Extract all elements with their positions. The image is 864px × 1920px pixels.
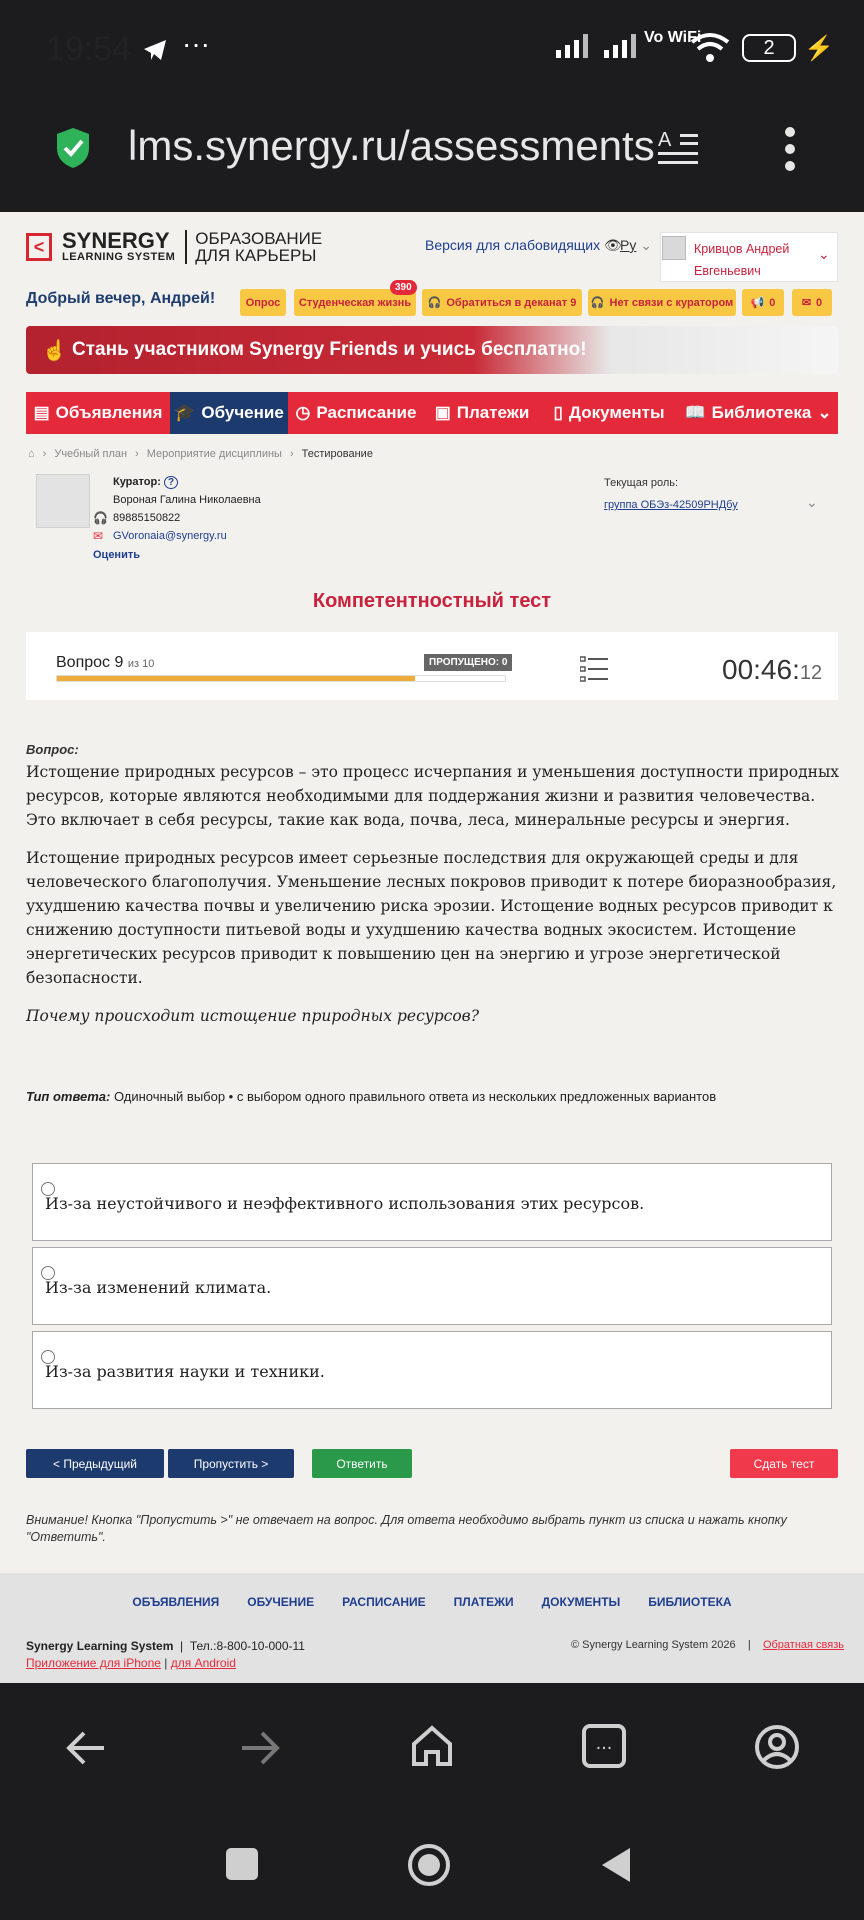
footer-link[interactable]: ПЛАТЕЖИ	[453, 1595, 514, 1609]
synergy-logo[interactable]	[26, 230, 322, 264]
breadcrumb-current: Тестирование	[301, 448, 373, 460]
language-value: Ру	[620, 237, 637, 253]
student-life-label: Студенческая жизнь	[298, 296, 412, 309]
language-select[interactable]	[620, 237, 652, 254]
curator-phone: 89885150822	[113, 512, 181, 524]
secure-shield-icon[interactable]	[54, 126, 92, 170]
answer-option-text: Из-за изменений климата.	[45, 1278, 272, 1297]
system-back-icon[interactable]	[600, 1846, 632, 1884]
mail-count: 0	[816, 296, 823, 309]
nav-documents[interactable]	[540, 392, 678, 434]
role-label: Текущая роль:	[604, 477, 679, 489]
curator-email[interactable]: GVoronaia@synergy.ru	[113, 530, 227, 542]
logo-sub: LEARNING SYSTEM	[62, 251, 176, 263]
skip-note: Внимание! Кнопка "Пропустить >" не отвечает на вопрос. Для ответа необходимо выбрать пункт из списка и нажать кнопку "Ответить".	[26, 1513, 787, 1544]
question-paragraph: Истощение природных ресурсов имеет серьезные последствия для окружающей среды и для человеческого благополучия. Уменьшение лесных покровов приводит к потере биоразнообразия, ухудшению качества почвы и увеличению риска эрозии. Истощение водных ресурсов приводит к снижению доступности питьевой воды и ухудшению качества водных экосистем. Истощение энергетических ресурсов приводит к повышению цен на энергию и угрозе энергетической безопасности.	[26, 849, 837, 987]
curator-label-text: Куратор:	[113, 476, 161, 488]
answer-option[interactable]	[32, 1331, 832, 1409]
mail-icon: ✉	[801, 297, 812, 309]
footer-link[interactable]: РАСПИСАНИЕ	[342, 1595, 426, 1609]
company-name: Synergy Learning System	[26, 1639, 174, 1653]
accessibility-link[interactable]	[425, 237, 622, 254]
footer-link[interactable]: ДОКУМЕНТЫ	[541, 1595, 621, 1609]
answer-type-value: Одиночный выбор • с выбором одного правильного ответа из нескольких предложенных вариантов	[113, 1089, 717, 1104]
avatar	[662, 236, 686, 260]
home-icon[interactable]	[410, 1724, 454, 1768]
test-title: Компетентностный тест	[312, 590, 552, 612]
question-list-icon[interactable]	[580, 655, 608, 683]
url-field[interactable]: lms.synergy.ru/assessments	[128, 122, 655, 169]
dean-chip[interactable]	[422, 289, 582, 316]
logo-tagline-2: ДЛЯ КАРЬЕРЫ	[195, 246, 317, 265]
curator-chip[interactable]	[588, 289, 736, 316]
question-text	[26, 760, 841, 1042]
megaphone-icon: 📢	[750, 297, 765, 309]
charging-icon: ⚡	[804, 35, 834, 62]
nav-learning[interactable]	[170, 392, 288, 434]
nav-label: Расписание	[316, 403, 417, 422]
timer-main: 00:46:	[722, 654, 800, 685]
role-chevron-icon[interactable]: ⌄	[806, 494, 818, 510]
skipped-badge: ПРОПУЩЕНО: 0	[424, 654, 512, 671]
question-label: Вопрос:	[26, 742, 79, 757]
curator-label	[113, 476, 178, 488]
curator-chip-label: Нет связи с куратором	[609, 296, 734, 309]
nav-schedule[interactable]	[288, 392, 424, 434]
progress-bar	[56, 675, 506, 682]
question-total: из 10	[127, 658, 155, 670]
help-icon[interactable]: ?	[164, 476, 178, 489]
greeting: Добрый вечер, Андрей!	[26, 290, 216, 307]
footer-nav	[0, 1595, 864, 1609]
wifi-icon	[690, 32, 730, 64]
user-menu-chevron-icon: ⌄	[818, 246, 830, 262]
phone-icon: 🎧	[93, 511, 108, 525]
footer-apps: Приложение для iPhone | для Android	[26, 1656, 236, 1670]
tabs-icon[interactable]: ...	[582, 1724, 626, 1768]
vowifi-indicator: Vo WiFi	[644, 29, 702, 46]
mail-icon: ✉	[93, 529, 104, 543]
question-number-label: Вопрос 9	[56, 654, 124, 671]
student-life-badge: 390	[390, 280, 417, 295]
nav-library[interactable]	[678, 392, 838, 434]
more-notifications-icon: ···	[182, 28, 210, 59]
mail-chip[interactable]	[792, 289, 832, 316]
answer-button[interactable]: Ответить	[312, 1449, 412, 1478]
reader-mode-icon[interactable]	[656, 126, 700, 170]
feedback-link[interactable]: Обратная связь	[762, 1639, 844, 1651]
answer-option[interactable]	[32, 1163, 832, 1241]
breadcrumb-item[interactable]: Учебный план	[54, 448, 128, 460]
list-icon: ▤	[33, 403, 50, 422]
graduation-cap-icon: 🎓	[174, 403, 196, 422]
ads-chip[interactable]	[742, 289, 784, 316]
breadcrumb: ⌂ › Учебный план › Мероприятие дисциплины › Тестирование	[28, 448, 373, 460]
footer-link[interactable]: БИБЛИОТЕКА	[648, 1595, 732, 1609]
document-icon: ▯	[553, 403, 563, 422]
footer-link[interactable]: ОБЪЯВЛЕНИЯ	[132, 1595, 220, 1609]
nav-label: Объявления	[55, 403, 163, 422]
hand-pointer-icon: ☝	[42, 340, 67, 362]
main-nav	[26, 392, 838, 434]
answer-type-label: Тип ответа:	[26, 1089, 111, 1104]
status-time: 19:54	[46, 30, 132, 68]
question-ask: Почему происходит истощение природных ресурсов?	[26, 1007, 480, 1025]
back-icon[interactable]	[64, 1728, 108, 1768]
headset-icon: 🎧	[427, 297, 442, 309]
ads-count: 0	[769, 296, 776, 309]
accessibility-label: Версия для слабовидящих	[425, 237, 601, 253]
skip-button[interactable]: Пропустить >	[168, 1449, 294, 1478]
nav-label: Библиотека	[711, 403, 812, 422]
telegram-icon	[142, 38, 168, 62]
answer-option-text: Из-за неустойчивого и неэффективного использования этих ресурсов.	[45, 1194, 645, 1213]
system-home-icon[interactable]	[406, 1842, 452, 1888]
signal-icon	[556, 34, 636, 58]
curator-photo	[36, 474, 90, 528]
nav-label: Обучение	[201, 403, 284, 422]
svg-text:A: A	[658, 129, 672, 151]
nav-payments[interactable]	[424, 392, 540, 434]
role-select[interactable]: группа ОБЭз-42509РНДбу	[604, 499, 738, 511]
copyright: © Synergy Learning System 2026	[571, 1639, 736, 1651]
dean-label: Обратиться в деканат 9	[446, 296, 577, 309]
chevron-down-icon: ⌄	[640, 237, 652, 253]
logo-tagline	[185, 230, 322, 264]
home-icon[interactable]: ⌂	[28, 448, 35, 460]
browser-menu-icon[interactable]	[780, 126, 800, 172]
survey-label: Опрос	[245, 296, 281, 309]
company-phone: Тел.:8-800-10-000-11	[189, 1639, 305, 1653]
iphone-app-link[interactable]: Приложение для iPhone	[26, 1656, 161, 1670]
answer-option[interactable]	[32, 1247, 832, 1325]
logo-main: SYNERGY	[62, 228, 170, 253]
timer	[722, 654, 822, 686]
forward-icon[interactable]	[238, 1728, 282, 1768]
recents-icon[interactable]	[226, 1848, 258, 1880]
progress-fill	[57, 676, 415, 681]
prev-button[interactable]: < Предыдущий	[26, 1449, 164, 1478]
book-icon: 📖	[684, 403, 706, 422]
answer-option-text: Из-за развития науки и техники.	[45, 1362, 325, 1381]
payment-icon: ▣	[434, 403, 451, 422]
curator-name: Вороная Галина Николаевна	[113, 494, 261, 506]
logo-tagline-1: ОБРАЗОВАНИЕ	[195, 229, 323, 248]
nav-label: Документы	[568, 403, 665, 422]
footer-right: © Synergy Learning System 2026 | Обратная связь	[571, 1639, 844, 1651]
timer-seconds: 12	[799, 662, 823, 684]
logo-mark-icon: <	[26, 233, 52, 261]
question-number	[56, 654, 154, 672]
android-app-link[interactable]: для Android	[170, 1656, 236, 1670]
survey-chip[interactable]	[240, 289, 286, 316]
footer-company: Synergy Learning System | Тел.:8-800-10-000-11	[26, 1639, 305, 1653]
battery-icon	[742, 34, 796, 62]
answer-type	[26, 1089, 716, 1104]
logo-text	[62, 228, 176, 263]
rate-link[interactable]: Оценить	[93, 549, 140, 561]
profile-icon[interactable]	[754, 1724, 800, 1770]
breadcrumb-item[interactable]: Мероприятие дисциплины	[146, 448, 282, 460]
footer-link[interactable]: ОБУЧЕНИЕ	[247, 1595, 315, 1609]
banner-text: Стань участником Synergy Friends и учись бесплатно!	[72, 339, 587, 360]
battery-level: 2	[763, 37, 775, 59]
eye-icon: 👁	[604, 237, 622, 253]
nav-label: Платежи	[456, 403, 530, 422]
nav-announcements[interactable]	[26, 392, 170, 434]
chevron-down-icon: ⌄	[817, 403, 832, 422]
finish-test-button[interactable]: Сдать тест	[730, 1449, 838, 1478]
question-paragraph: Истощение природных ресурсов – это процесс исчерпания и уменьшения доступности природных ресурсов, которые являются необходимыми для поддержания жизни и развития человечества. Это включает в себя ресурсы, такие как вода, почва, леса, минеральные ресурсы и энергия.	[26, 763, 840, 829]
headset-icon: 🎧	[590, 297, 605, 309]
user-name: Кривцов Андрей Евгеньевич	[694, 242, 790, 278]
clock-icon: ◷	[295, 403, 311, 422]
